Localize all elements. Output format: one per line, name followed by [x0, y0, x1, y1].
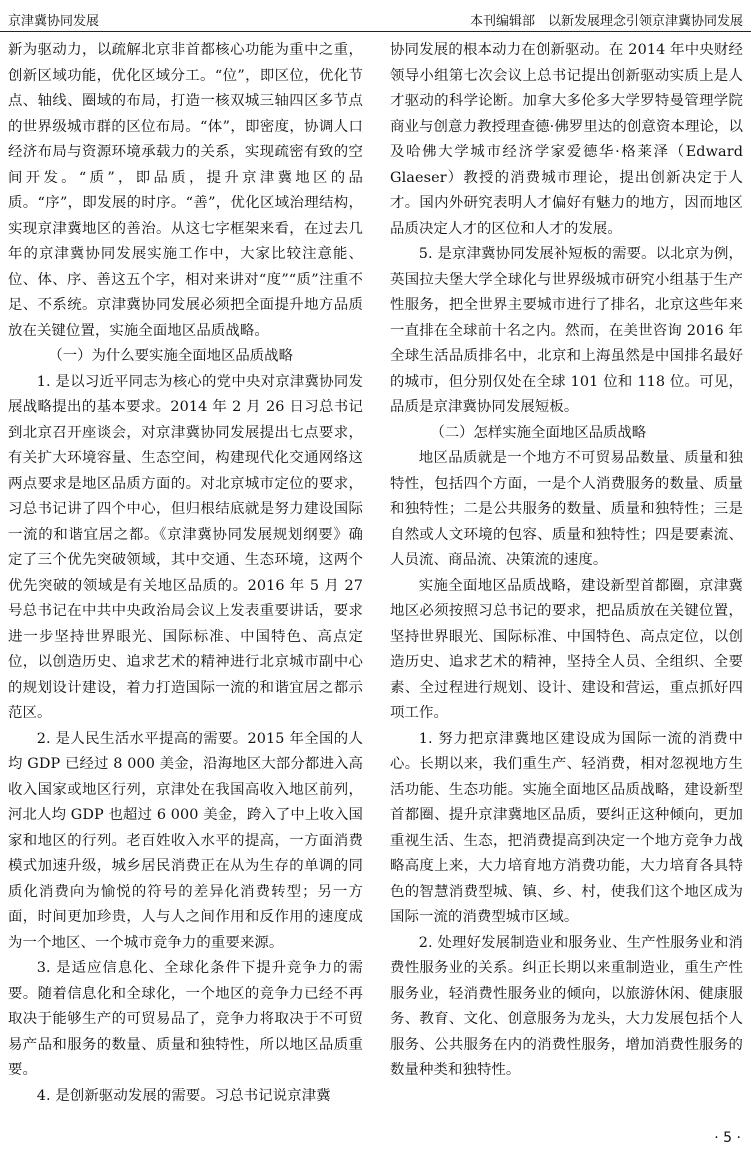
left-column	[8, 38, 363, 1123]
right-column	[390, 38, 743, 1123]
page-number: · 5 ·	[714, 1130, 741, 1146]
paragraph: 协同发展的根本动力在创新驱动。在 2014 年中央财经领导小组第七次会议上总书记提出创新驱动实质上是人才驱动的科学论断。加拿大多伦多大学罗特曼管理学院商业与创意力教授理查德·佛罗里达的创意资本理论，以及哈佛大学城市经济学家爱德华·格莱泽（Edward Glaeser）教授的消费城市理论，提出创新决定于人才。国内外研究表明人才偏好有魅力的地方，因而地区品质决定人才的区位和人才的发展。	[390, 42, 743, 237]
paragraph: 4. 是创新驱动发展的需要。习总书记说京津冀	[36, 1087, 331, 1104]
paragraph: 2. 是人民生活水平提高的需要。2015 年全国的人均 GDP 已经过 8 000 美金，沿海地区大部分都进入高收入国家或地区行列，京津处在我国高收入地区前列，河北人均 GDP 也超过 6 000 美金，跨入了中上收入国家和地区的行列。老百姓收入水平的提高，一方面消费模式加速升级，城乡居民消费正在从为生存的单调的同质化消费向为愉悦的符号的差异化消费转型；另一方面，时间更加珍贵，人与人之间作用和反作用的速度成为一个地区、一个城市竞争力的重要来源。	[8, 730, 363, 951]
paragraph: 5. 是京津冀协同发展补短板的需要。以北京为例，英国拉夫堡大学全球化与世界级城市研究小组基于生产性服务，把全世界主要城市进行了排名，北京这些年来一直排在全球前十名之内。然而，在美世咨询 2016 年全球生活品质排名中，北京和上海虽然是中国排名最好的城市，但分别仅处在全球 101 位和 118 位。可见，品质是京津冀协同发展短板。	[390, 246, 743, 415]
paragraph: 3. 是适应信息化、全球化条件下提升竞争力的需要。随着信息化和全球化，一个地区的竞争力已经不再取决于能够生产的可贸易品了，竞争力将取决于不可贸易产品和服务的数量、质量和独特性，所以地区品质重要。	[8, 960, 363, 1078]
journal-section-title: 京津冀协同发展	[8, 14, 100, 29]
section-heading: （二）怎样实施全面地区品质战略	[430, 424, 647, 441]
paragraph: 1. 是以习近平同志为核心的党中央对京津冀协同发展战略提出的基本要求。2014 年 2 月 26 日习总书记到北京召开座谈会，对京津冀协同发展提出七点要求，有关扩大环境容量、生态空间，构建现代化交通网络这两点要求是地区品质方面的。对北京城市定位的要求，习总书记讲了四个中心，但归根结底就是努力建设国际一流的和谐宜居之都。《京津冀协同发展规划纲要》确定了三个优先突破领域，其中交通、生态环境，这两个优先突破的领域是有关地区品质的。2016 年 5 月 27 号总书记在中共中央政治局会议上发表重要讲话，要求进一步坚持世界眼光、国际标准、中国特色、高点定位，以创造历史、追求艺术的精神进行北京城市副中心的规划设计建设，着力打造国际一流的和谐宜居之都示范区。	[8, 373, 363, 721]
running-header	[0, 0, 751, 30]
section-heading: （一）为什么要实施全面地区品质战略	[48, 348, 293, 364]
article-running-title: 本刊编辑部 以新发展理念引领京津冀协同发展	[469, 14, 743, 29]
paragraph: 2. 处理好发展制造业和服务业、生产性服务业和消费性服务业的关系。纠正长期以来重制造业，重生产性服务业，轻消费性服务业的倾向，以旅游休闲、健康服务、教育、文化、创意服务为龙头，大力发展包括个人服务、公共服务在内的消费性服务，增加消费性服务的数量种类和独特性。	[390, 934, 743, 1078]
header-rule	[0, 31, 751, 32]
paragraph: 新为驱动力，以疏解北京非首都核心功能为重中之重，创新区域功能，优化区域分工。“位”，即区位，优化节点、轴线、圈域的布局，打造一核双城三轴四区多节点的世界级城市群的区位布局。“体”，即密度，协调人口经济布局与资源环境承载力的关系，实现疏密有致的空间开发。“质”，即品质，提升京津冀地区的品质。“序”，即发展的时序。“善”，优化区域治理结构，实现京津冀地区的善治。从这七字框架来看，在过去几年的京津冀协同发展实施工作中，大家比较注意能、位、体、序、善这五个字，相对来讲对“度”“质”注重不足、不系统。京津冀协同发展必须把全面提升地方品质放在关键位置，实施全面地区品质战略。	[8, 42, 363, 339]
paragraph: 地区品质就是一个地方不可贸易品数量、质量和独特性，包括四个方面，一是个人消费服务的数量、质量和独特性；二是公共服务的数量、质量和独特性；三是自然或人文环境的包容、质量和独特性；四是要素流、人员流、商品流、决策流的速度。	[390, 450, 743, 568]
paragraph: 实施全面地区品质战略，建设新型首都圈，京津冀地区必须按照习总书记的要求，把品质放在关键位置，坚持世界眼光、国际标准、中国特色、高点定位，以创造历史、追求艺术的精神，坚持全人员、全组织、全要素、全过程进行规划、设计、建设和营运，重点抓好四项工作。	[390, 577, 743, 721]
paragraph: 1. 努力把京津冀地区建设成为国际一流的消费中心。长期以来，我们重生产、轻消费，相对忽视地方生活功能、生态功能。实施全面地区品质战略，建设新型首都圈、提升京津冀地区品质，要纠正这种倾向，更加重视生活、生态，把消费提高到决定一个地方竞争力战略高度上来，大力培育地方消费功能，大力培育各具特色的智慧消费型城、镇、乡、村，使我们这个地区成为国际一流的消费型城市区域。	[390, 730, 743, 925]
